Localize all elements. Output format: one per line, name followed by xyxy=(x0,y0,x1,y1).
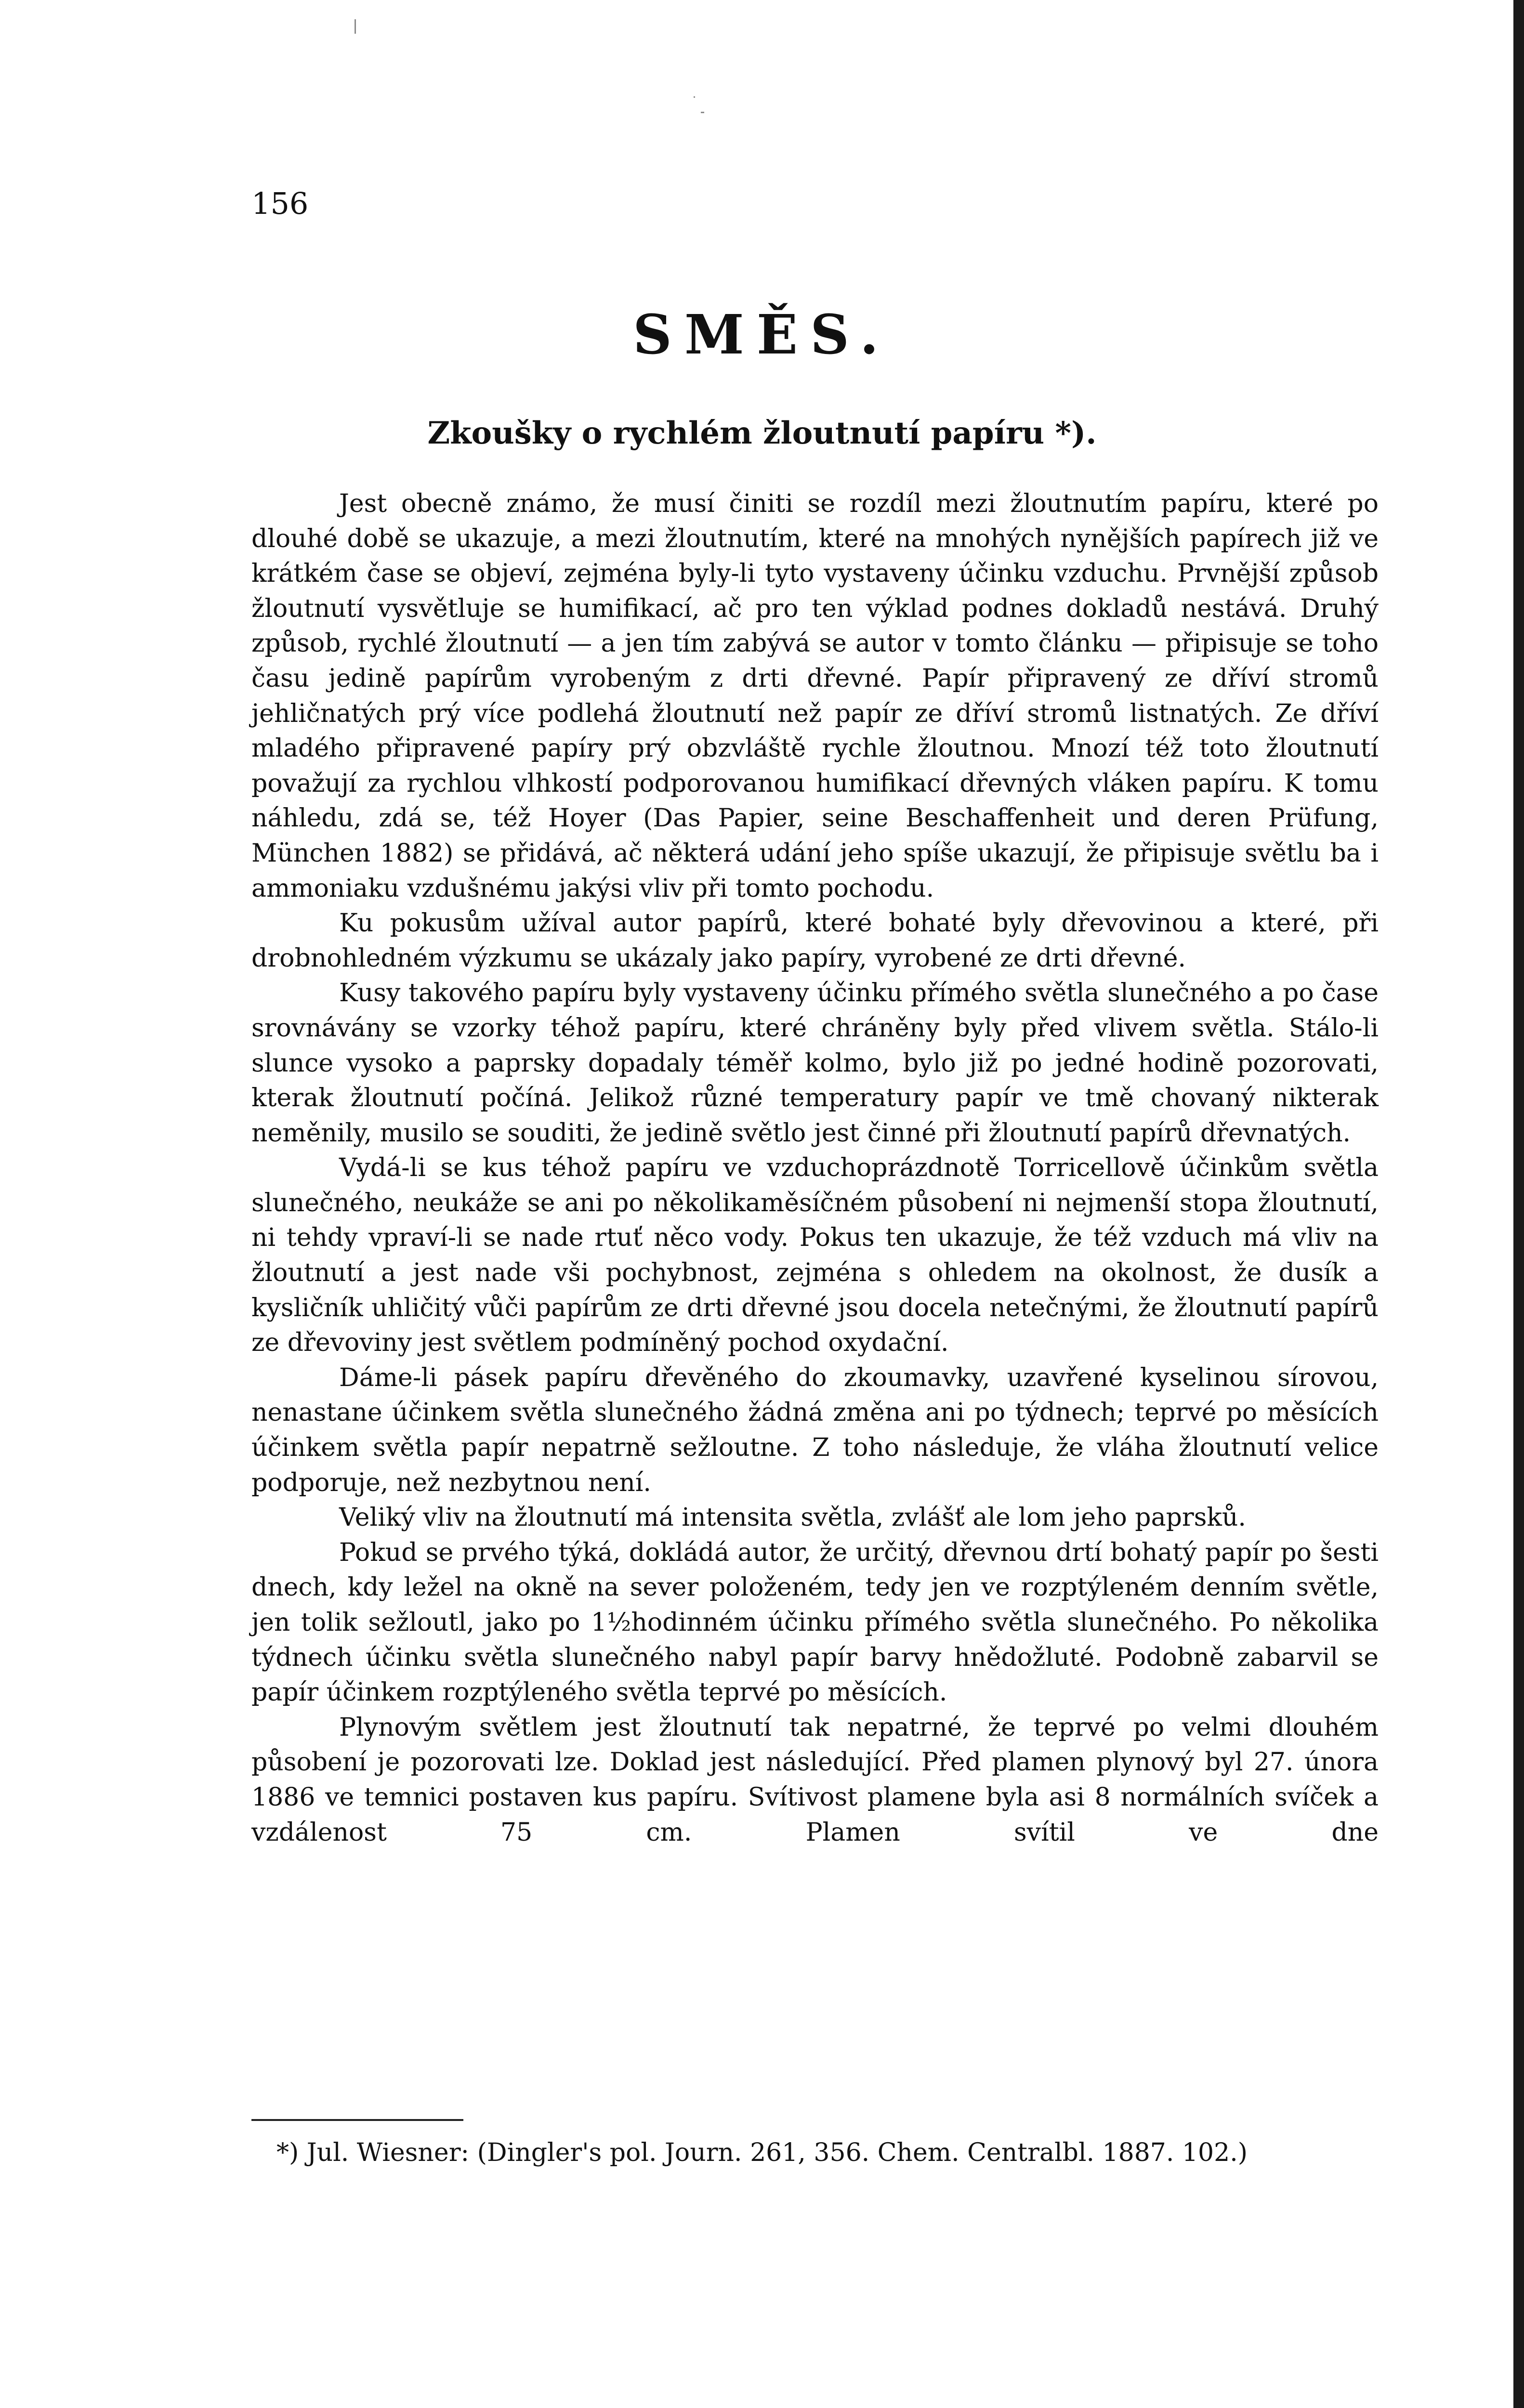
paragraph: Kusy takového papíru byly vystaveny účinku přímého světla slunečného a po čase srovnávány se vzorky téhož papíru, které chráněny byly před vlivem světla. Stálo-li slunce vysoko a paprsky dopadaly téměř kolmo, bylo již po jedné hodině pozorovati, kterak žloutnutí počíná. Jelikož různé temperatury papír ve tmě chovaný nikterak neměnily, musilo se souditi, že jedině světlo jest činné při žloutnutí papírů dřevnatých. xyxy=(251,979,1379,1148)
footnote-rule xyxy=(251,2119,463,2121)
paragraph: Veliký vliv na žloutnutí má intensita světla, zvlášť ale lom jeho paprsků. xyxy=(339,1503,1246,1532)
paragraph: Dáme-li pásek papíru dřevěného do zkoumavky, uzavřené kyselinou sírovou, nenastane účinkem světla slunečného žádná změna ani po týdnech; teprvé po měsících účinkem světla papír nepatrně sežloutne. Z toho následuje, že vláha žloutnutí velice podporuje, než nezbytnou není. xyxy=(251,1363,1379,1497)
paragraph: Vydá-li se kus téhož papíru ve vzduchoprázdnotě Torricellově účinkům světla slunečného, neukáže se ani po několikaměsíčném působení ni nejmenší stopa žloutnutí, ni tehdy vpraví-li se nade rtuť něco vody. Pokus ten ukazuje, že též vzduch má vliv na žloutnutí a jest nade vši pochybnost, zejména s ohledem na okolnost, že dusík a kysličník uhličitý vůči papírům ze drti dřevné jsou docela netečnými, že žloutnutí papírů ze dřevoviny jest světlem podmíněný pochod oxydační. xyxy=(251,1153,1379,1358)
paragraph: Plynovým světlem jest žloutnutí tak nepatrné, že teprvé po velmi dlouhém působení je pozorovati lze. Doklad jest následující. Před plamen plynový byl 27. února 1886 ve temnici postaven kus papíru. Svítivost plamene byla asi 8 normálních svíček a vzdálenost 75 cm. Plamen svítil ve dne xyxy=(251,1713,1379,1847)
scan-mark xyxy=(355,19,356,34)
article-title: Zkoušky o rychlém žloutnutí papíru *). xyxy=(427,415,1097,451)
section-title: SMĚS. xyxy=(632,303,892,366)
paragraph: Ku pokusům užíval autor papírů, které bohaté byly dřevovinou a které, při drobnohledném výzkumu se ukázaly jako papíry, vyrobené ze drti dřevné. xyxy=(251,909,1379,973)
scan-mark xyxy=(694,96,695,98)
article-body xyxy=(251,486,1379,1850)
paragraph: Pokud se prvého týká, dokládá autor, že určitý, dřevnou drtí bohatý papír po šesti dnech, kdy ležel na okně na sever položeném, tedy jen ve rozptýleném denním světle, jen tolik sežloutl, jako po 1½hodinném účinku přímého světla slunečného. Po několika týdnech účinku světla slunečného nabyl papír barvy hnědožluté. Podobně zabarvil se papír účinkem rozptýleného světla teprvé po měsících. xyxy=(251,1538,1379,1707)
scan-mark xyxy=(701,112,704,113)
footnote: *) Jul. Wiesner: (Dingler's pol. Journ. 261, 356. Chem. Centralbl. 1887. 102.) xyxy=(276,2138,1248,2167)
page-number: 156 xyxy=(251,186,309,221)
paragraph: Jest obecně známo, že musí činiti se rozdíl mezi žloutnutím papíru, které po dlouhé době se ukazuje, a mezi žloutnutím, které na mnohých nynějších papírech již ve krátkém čase se objeví, zejména byly-li tyto vystaveny účinku vzduchu. Prvnější způsob žloutnutí vysvětluje se humifikací, ač pro ten výklad podnes dokladů nestává. Druhý způsob, rychlé žloutnutí — a jen tím zabývá se autor v tomto článku — připisuje se toho času jedině papírům vyrobeným z drti dřevné. Papír připravený ze dříví stromů jehličnatých prý více podlehá žloutnutí než papír ze dříví stromů listnatých. Ze dříví mladého připravené papíry prý obzvláště rychle žloutnou. Mnozí též toto žloutnutí považují za rychlou vlhkostí podporovanou humifikací dřevných vláken papíru. K tomu náhledu, zdá se, též Hoyer (Das Papier, seine Beschaffenheit und deren Prüfung, München 1882) se přidává, ač některá udání jeho spíše ukazují, že připisuje světlu ba i ammoniaku vzdušnému jakýsi vliv při tomto pochodu. xyxy=(251,489,1379,903)
